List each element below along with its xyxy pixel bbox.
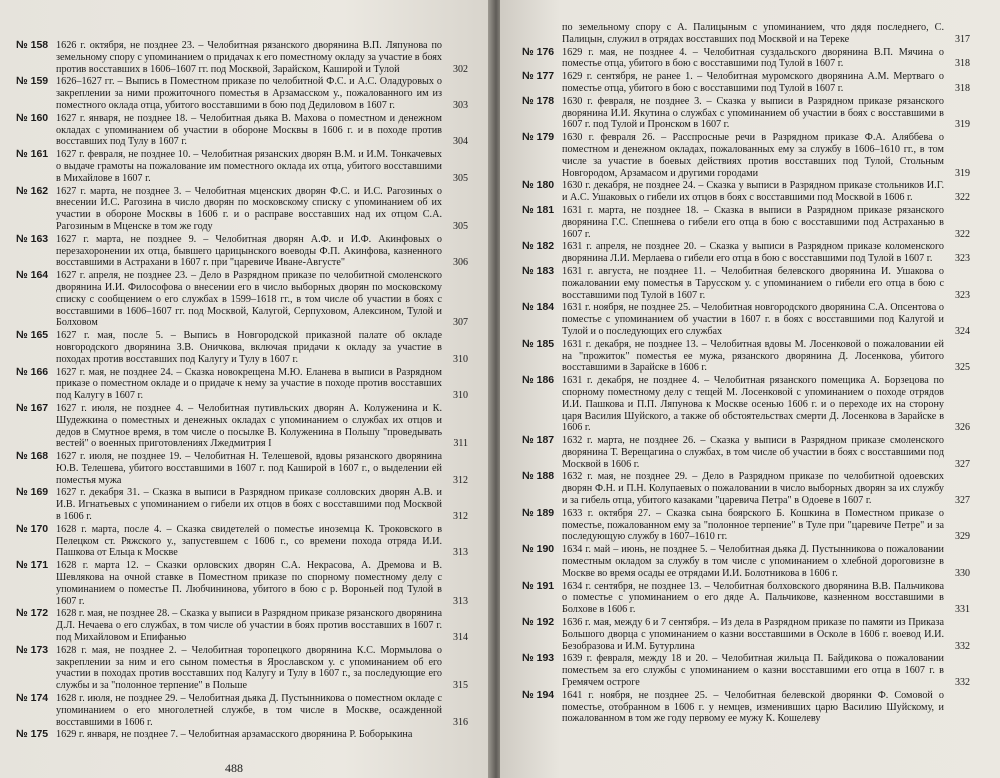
index-entry bbox=[16, 367, 468, 402]
index-entry bbox=[16, 560, 468, 607]
index-entry bbox=[16, 330, 468, 365]
entry-page-ref: 304 bbox=[453, 136, 468, 148]
entry-description: 1634 г. сентября, не позднее 13. – Челобитная болховского дворянина В.В. Пальчикова о поместье с упоминанием о его дяде А. Пальчикове, казненном восставшими в Болхове в 1606 г. bbox=[562, 580, 944, 616]
entry-description: 1628 г. марта 12. – Сказки орловских дворян С.А. Некрасова, А. Дремова и В. Шевлякова на очной ставке в Поместном приказе по спорному поместному делу с упоминанием о поместье П. Любчининова, убитого в бою с р. Вороньей под Тулой в 1607 г. bbox=[56, 560, 442, 607]
entry-description: 1629 г. мая, не позднее 4. – Челобитная суздальского дворянина В.П. Мячина о поместье отца, убитого в бою с восставшими под Тулой в 1607 г. bbox=[562, 46, 944, 70]
index-entry bbox=[16, 524, 468, 559]
entry-description: 1627 г. декабря 31. – Сказка в выписи в Разрядном приказе солловских дворян А.В. и И.В. Игнатьевых с упоминанием о гибели их отцов в боях с восставшими под Москвой в 1606 г. bbox=[56, 487, 442, 523]
entry-number: № 179 bbox=[522, 131, 555, 144]
index-entry bbox=[522, 435, 970, 470]
entry-number: № 172 bbox=[16, 607, 49, 620]
entry-description: 1632 г. марта, не позднее 26. – Сказка у выписи в Разрядном приказе смоленского дворянина Т. Верещагина о службах, в том числе об участии в боях с восставшими под Москвой в 1606 г. bbox=[562, 435, 944, 470]
entry-description: 1627 г. марта, не позднее 3. – Челобитная мценских дворян Ф.С. и И.С. Рагозиных о внесении И.С. Рагозина в число дворян по московскому списку с упоминанием об их участии в обороне Москвы в 1606 г. и о расправе восставших над их отцом С.А. Рагозиным в Мценске в том же году bbox=[56, 185, 442, 232]
right-entry-list bbox=[522, 47, 970, 726]
entry-page-ref: 327 bbox=[955, 495, 970, 507]
entry-number: № 190 bbox=[522, 543, 555, 556]
entry-description: 1631 г. ноября, не позднее 25. – Челобитная новгородского дворянина С.А. Опсентова о поместье с упоминанием об участии в 1607 г. в боях с восставшими под Калугой и Тулой и о последующих его службах bbox=[562, 302, 944, 337]
entry-description: 1632 г. мая, не позднее 29. – Дело в Разрядном приказе по челобитной одоевских дворян Ф.Н. и П.Н. Колупаевых о пожаловании в число выборных дворян за их службу и за гибель отца, убитого казаками "царевича Петра" в Одоеве в 1607 г. bbox=[562, 471, 944, 507]
entry-number: № 169 bbox=[16, 486, 49, 499]
entry-number: № 174 bbox=[16, 692, 49, 705]
entry-number: № 168 bbox=[16, 450, 49, 463]
entry-number: № 173 bbox=[16, 643, 49, 656]
entry-description: 1630 г. февраля, не позднее 3. – Сказка у выписи в Разрядном приказе рязанского дворянина И.И. Якутина о службах с упоминанием об участии в боях с восставшими в 1607 г. под Тулой и Пронском в 1607 г. bbox=[562, 95, 944, 131]
index-entry bbox=[16, 608, 468, 643]
entry-page-ref: 319 bbox=[955, 119, 970, 131]
entry-number: № 170 bbox=[16, 522, 49, 535]
entry-page-ref: 331 bbox=[955, 604, 970, 616]
entry-page-ref: 305 bbox=[453, 172, 468, 184]
entry-number: № 191 bbox=[522, 579, 555, 592]
entry-number: № 187 bbox=[522, 434, 555, 447]
entry-description: 1627 г. апреля, не позднее 23. – Дело в Разрядном приказе по челобитной смоленского дворянина И.И. Философова о внесении его в число выборных дворян по московскому списку с сообщением о его службах в 1599–1618 гг., в том числе об участии в боях с восставшими в 1606–1607 гг. под Москвой, Калугой, Серпуховом, Алексином, Тулой и Болховом bbox=[56, 270, 442, 329]
index-entry bbox=[522, 375, 970, 434]
entry-number: № 176 bbox=[522, 45, 555, 58]
entry-number: № 166 bbox=[16, 365, 49, 378]
entry-description: 1626–1627 гг. – Выпись в Поместном приказе по челобитной Ф.С. и А.С. Оладуровых о закреплении за ними прожиточного поместья в Арзамасском у., пожалованного им из поместного оклада отца, убитого восставшими в бою под Дедиловом в 1607 г. bbox=[56, 76, 442, 111]
index-entry bbox=[522, 690, 970, 725]
continuation-page-ref: 317 bbox=[955, 33, 970, 45]
entry-description: 1626 г. октября, не позднее 23. – Челобитная рязанского дворянина В.П. Ляпунова по земельному спору с упоминанием о придачах к его поместному окладу за участие в боях против восставших в 1606–1607 гг. под Москвой, Зарайском, Каширой и Тулой bbox=[56, 40, 442, 75]
entry-page-ref: 322 bbox=[955, 192, 970, 204]
index-entry bbox=[16, 40, 468, 75]
index-entry bbox=[16, 451, 468, 486]
entry-description: 1639 г. февраля, между 18 и 20. – Челобитная жильца П. Байдикова о пожаловании поместьем за его службы с упоминанием о казни восставшими его отца в 1607 г. в Гремячем остроге bbox=[562, 653, 944, 689]
entry-page-ref: 315 bbox=[453, 680, 468, 692]
entry-page-ref: 318 bbox=[955, 82, 970, 94]
index-entry bbox=[16, 645, 468, 692]
entry-number: № 165 bbox=[16, 329, 49, 342]
index-entry bbox=[16, 234, 468, 269]
index-entry bbox=[522, 544, 970, 579]
index-entry bbox=[522, 47, 970, 71]
entry-number: № 160 bbox=[16, 111, 49, 124]
entry-description: 1627 г. мая, после 5. – Выпись в Новгородской приказной палате об окладе новгородского дворянина З.В. Оничкова, включая придачи к окладу за участие в походах против восставших под Калугу и Тулу в 1607 г. bbox=[56, 330, 442, 365]
entry-page-ref: 314 bbox=[453, 632, 468, 644]
entry-page-ref: 319 bbox=[955, 167, 970, 179]
index-entry bbox=[522, 302, 970, 337]
entry-description: 1631 г. декабря, не позднее 4. – Челобитная рязанского помещика А. Борзецова по спорному поместному делу с тещей М. Лосенковой с упоминанием о походе отрядов И.И. Пашкова и П.П. Ляпунова к Москве осенью 1606 г. и о переходе их на сторону царя Василия Шуйского, а также об обстоятельствах смерти Д. Лосенкова в Зарайске в 1606 г. bbox=[562, 375, 944, 434]
entry-number: № 188 bbox=[522, 470, 555, 483]
index-entry bbox=[522, 471, 970, 506]
entry-description: 1629 г. января, не позднее 7. – Челобитная арзамасского дворянина Р. Боборыкина bbox=[56, 729, 413, 741]
entry-description: 1628 г. мая, не позднее 2. – Челобитная торопецкого дворянина К.С. Мормылова о закреплении за ним и его сыном поместья в Ярославском у. с упоминанием об его участии в походах против восставших под Калугу и Тулу в 1607 г., за последующие его службы и за "полонное терпение" в Польше bbox=[56, 644, 442, 692]
entry-description: 1627 г. января, не позднее 18. – Челобитная дьяка В. Махова о поместном и денежном окладах с упоминанием об участии в обороне Москвы в 1606 г. и в походе против восставших под Тулу в 1607 г. bbox=[56, 112, 442, 148]
entry-page-ref: 316 bbox=[453, 716, 468, 728]
entry-page-ref: 332 bbox=[955, 640, 970, 652]
index-entry bbox=[522, 508, 970, 543]
entry-description: 1627 г. марта, не позднее 9. – Челобитная дворян А.Ф. и И.Ф. Акинфовых о перезахоронении их отца, бывшего царицынского воеводы Ф.П. Акинфова, казненного восставшими в Астрахани в 1607 г. при "царевиче Иване-Августе" bbox=[56, 233, 442, 269]
index-entry bbox=[522, 617, 970, 652]
entry-number: № 163 bbox=[16, 232, 49, 245]
entry-number: № 178 bbox=[522, 94, 555, 107]
entry-page-ref: 307 bbox=[453, 317, 468, 329]
entry-page-ref: 318 bbox=[955, 58, 970, 70]
entry-page-ref: 302 bbox=[453, 63, 468, 75]
entry-number: № 182 bbox=[522, 240, 555, 253]
entry-number: № 161 bbox=[16, 148, 49, 161]
entry-description: 1631 г. марта, не позднее 18. – Сказка в выписи в Разрядном приказе рязанского дворянина Г.С. Спешнева о гибели его отца в бою с восставшими под Астраханью в 1607 г. bbox=[562, 204, 944, 240]
right-page bbox=[500, 0, 1000, 778]
entry-page-ref: 330 bbox=[955, 567, 970, 579]
index-entry bbox=[522, 581, 970, 616]
entry-page-ref: 332 bbox=[955, 677, 970, 689]
entry-number: № 159 bbox=[16, 75, 49, 88]
index-entry bbox=[522, 339, 970, 374]
entry-number: № 184 bbox=[522, 301, 555, 314]
left-page-number: 488 bbox=[225, 761, 243, 775]
entry-description: 1627 г. июля, не позднее 19. – Челобитная Н. Телешевой, вдовы рязанского дворянина Ю.В. Телешева, убитого восставшими в 1607 г. под Каширой в 1607 г., о выделении ей поместья мужа bbox=[56, 451, 442, 486]
entry-page-ref: 322 bbox=[955, 228, 970, 240]
entry-page-ref: 312 bbox=[453, 511, 468, 523]
index-entry bbox=[16, 693, 468, 728]
entry-number: № 171 bbox=[16, 559, 49, 572]
entry-page-ref: 303 bbox=[453, 99, 468, 111]
entry-number: № 194 bbox=[522, 688, 555, 701]
entry-page-ref: 312 bbox=[453, 474, 468, 486]
entry-page-ref: 325 bbox=[955, 362, 970, 374]
entry-number: № 189 bbox=[522, 506, 555, 519]
entry-description: 1631 г. декабря, не позднее 13. – Челобитная вдовы М. Лосенковой о пожаловании ей на "прожиток" поместья ее мужа, рязанского дворянина Д. Лосенкова, убитого восставшими в Зарайске в 1606 г. bbox=[562, 338, 944, 374]
index-entry bbox=[522, 241, 970, 265]
entry-description: 1631 г. апреля, не позднее 20. – Сказка у выписи в Разрядном приказе коломенского дворянина Л.И. Мерлаева о гибели его отца в бою с восставшими под Тулой в 1607 г. bbox=[562, 241, 944, 265]
entry-description: 1634 г. май – июнь, не позднее 5. – Челобитная дьяка Д. Пустынникова о пожаловании поместным окладом за службу в том числе с упоминанием о хлебной дороговизне в Москве во время осады ее отрядами И.И. Болотникова в 1606 г. bbox=[562, 544, 944, 579]
entry-number: № 185 bbox=[522, 337, 555, 350]
index-entry bbox=[16, 186, 468, 233]
entry-description: 1627 г. февраля, не позднее 10. – Челобитная рязанских дворян В.М. и И.М. Тонкачевых о выдаче грамоты на пожалование им поместного оклада их отца, убитого восставшими в Михайлове в 1607 г. bbox=[56, 149, 442, 184]
entry-description: 1641 г. ноября, не позднее 25. – Челобитная белевской дворянки Ф. Сомовой о поместье, отобранном в 1606 г. у немцев, изменивших царю Василию Шуйскому, и пожалованном в том же году первому ее мужу К. Кошелеву bbox=[562, 689, 944, 725]
entry-description: 1628 г. марта, после 4. – Сказка свидетелей о поместье иноземца К. Троковского в Пелецком ст. Ряжского у., запустевшем с 1606 г., со времени похода отряда И.И. Пашкова от Ельца к Москве bbox=[56, 523, 442, 559]
entry-number: № 175 bbox=[16, 728, 49, 741]
entry-page-ref: 324 bbox=[955, 325, 970, 337]
entry-description: 1629 г. сентября, не ранее 1. – Челобитная муромского дворянина А.М. Мертваго о поместье отца, убитого в бою с восставшими под Тулой в 1607 г. bbox=[562, 71, 944, 94]
entry-page-ref: 326 bbox=[955, 422, 970, 434]
index-entry bbox=[522, 653, 970, 688]
entry-number: № 181 bbox=[522, 203, 555, 216]
entry-page-ref: 327 bbox=[955, 458, 970, 470]
entry-number: № 158 bbox=[16, 39, 49, 51]
entry-number: № 177 bbox=[522, 70, 555, 83]
left-entry-list bbox=[16, 40, 468, 741]
entry-description: 1633 г. октября 27. – Сказка сына боярского Б. Кошкина в Поместном приказе о поместье, пожалованном ему за "полонное терпение" в Туле при "царевиче Петре" и за последующую службу в 1607–1610 гг. bbox=[562, 507, 944, 543]
index-entry bbox=[522, 71, 970, 95]
index-entry bbox=[16, 76, 468, 111]
entry-page-ref: 306 bbox=[453, 257, 468, 269]
entry-description: 1627 г. мая, не позднее 24. – Сказка новокрещена М.Ю. Еланева в выписи в Разрядном приказе о поместном окладе и о придаче к нему за участие в походе против восставших под Калугу в 1607 г. bbox=[56, 366, 442, 402]
entry-number: № 164 bbox=[16, 269, 49, 282]
index-entry bbox=[16, 403, 468, 450]
entry-description: 1628 г. июля, не позднее 29. – Челобитная дьяка Д. Пустынникова о поместном окладе с упоминанием о его многолетней службе, в том числе в Москве, осажденной восставшими в 1606 г. bbox=[56, 693, 442, 728]
right-continuation bbox=[522, 22, 970, 46]
left-page bbox=[0, 0, 492, 778]
entry-description: 1630 г. февраля 26. – Расспросные речи в Разрядном приказе Ф.А. Аляббева о поместном и денежном окладах, пожалованных ему за службу в 1606–1610 гг., в том числе за участие в боевых действиях против восставших под Тулой, Стольным Новгородом, Арзамасом и другими городами bbox=[562, 132, 944, 179]
index-entry bbox=[16, 149, 468, 184]
entry-page-ref: 313 bbox=[453, 595, 468, 607]
index-entry bbox=[522, 266, 970, 301]
entry-description: 1628 г. мая, не позднее 28. – Сказка у выписи в Разрядном приказе рязанского дворянина Д.Л. Нечаева о его службах, в том числе об участии в боях против восставших в 1607 г. под Михайловом и Епифанью bbox=[56, 608, 442, 644]
entry-number: № 193 bbox=[522, 652, 555, 665]
entry-description: 1631 г. августа, не позднее 11. – Челобитная белевского дворянина И. Ушакова о пожаловании ему поместья в Тарусском у. с упоминанием о гибели его отца в бою с восставшими под Тулой в 1607 г. bbox=[562, 265, 944, 301]
entry-description: 1630 г. декабря, не позднее 24. – Сказка у выписи в Разрядном приказе стольников И.Г. и А.С. Ушаковых о гибели их отцов в боях с восставшими под Москвой в 1606 г. bbox=[562, 180, 944, 204]
continuation-text: по земельному спору с А. Палицыным с упоминанием, что дядя последнего, С. Палицын, служил в отрядах восставших под Москвой и на Тереке bbox=[562, 22, 944, 45]
index-entry bbox=[522, 205, 970, 240]
entry-page-ref: 313 bbox=[453, 547, 468, 559]
index-entry bbox=[522, 132, 970, 179]
entry-page-ref: 310 bbox=[453, 390, 468, 402]
entry-number: № 162 bbox=[16, 184, 49, 197]
index-entry bbox=[16, 487, 468, 522]
index-entry bbox=[16, 729, 468, 741]
entry-page-ref: 305 bbox=[453, 220, 468, 232]
entry-page-ref: 311 bbox=[453, 438, 468, 450]
entry-description: 1627 г. июля, не позднее 4. – Челобитная путивльских дворян А. Колуженина и К. Шудежкина о поместных и денежных окладах с упоминанием о службах их отцов и дедов в Смутное время, в том числе о посылке В. Колуженина в Польшу "проведывать вестей" о военных приготовлениях Лжедмитрия I bbox=[56, 402, 442, 450]
entry-number: № 192 bbox=[522, 616, 555, 629]
entry-description: 1636 г. мая, между 6 и 7 сентября. – Из дела в Разрядном приказе по памяти из Приказа Большого дворца с упоминанием о казни восставшими в Осколе в 1606 г. воевод И.И. Безобразова и И.М. Бутурлина bbox=[562, 617, 944, 652]
entry-number: № 183 bbox=[522, 264, 555, 277]
entry-page-ref: 329 bbox=[955, 531, 970, 543]
index-entry bbox=[522, 96, 970, 131]
index-entry bbox=[16, 113, 468, 148]
entry-number: № 180 bbox=[522, 179, 555, 192]
entry-number: № 167 bbox=[16, 401, 49, 414]
entry-page-ref: 310 bbox=[453, 353, 468, 365]
entry-page-ref: 323 bbox=[955, 253, 970, 265]
entry-number: № 186 bbox=[522, 374, 555, 387]
entry-page-ref: 323 bbox=[955, 289, 970, 301]
index-entry bbox=[522, 180, 970, 204]
index-entry bbox=[16, 270, 468, 329]
